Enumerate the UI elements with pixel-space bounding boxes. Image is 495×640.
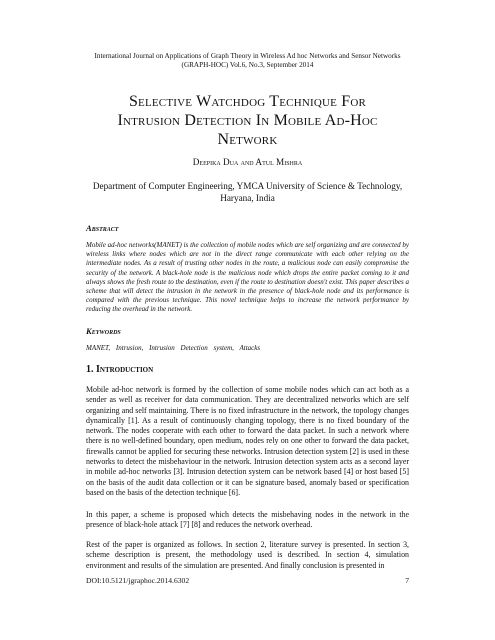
page-number: 7 <box>405 576 409 585</box>
intro-paragraph-3: Rest of the paper is organized as follows. In section 2, literature survey is presented. In section 3, scheme description is present, the methodology used is described. In section 4, simulation environment and results of the simulation are presented. And finally conclusion is presented in <box>86 540 409 570</box>
intro-paragraph-1: Mobile ad-hoc network is formed by the collection of some mobile nodes which can act both as a sender as well as receiver for data communication. They are decentralized networks which are self organizing and self maintaining. There is no fixed infrastructure in the network, the topology changes dynamically [1]. As a result of continuously changing topology, there is no fixed boundary of the network. The nodes cooperate with each other to forward the data packet. In such a network where there is no well-defined boundary, open medium, nodes rely on one other to forward the data packet, firewalls cannot be applied for securing these networks. Intrusion detection system [2] is used in these networks to detect the misbehaviour in the network. Intrusion detection system acts as a second layer in mobile ad-hoc networks [3]. Intrusion detection system can be network based [4] or host based [5] on the basis of the audit data collection or it can be signature based, anomaly based or specification based on the basis of the detection technique [6]. <box>86 385 409 497</box>
title-line-3: Network <box>217 131 278 148</box>
journal-line-2: (GRAPH-HOC) Vol.6, No.3, September 2014 <box>181 61 314 69</box>
keywords-text: MANET, Intrusion, Intrusion Detection system, Attacks <box>86 344 261 352</box>
intro-paragraph-2: In this paper, a scheme is proposed which detects the misbehaving nodes in the network in the presence of black-hole attack [7] [8] and reduces the network overhead. <box>86 510 409 530</box>
affiliation-line-1: Department of Computer Engineering, YMCA University of Science & Technology, <box>92 181 403 191</box>
paper-title <box>60 92 435 149</box>
page-footer <box>86 576 409 585</box>
abstract-text: Mobile ad-hoc networks(MANET) is the collection of mobile nodes which are self organizing and are connected by wireless links where nodes which are not in the direct range communicate with each other relying on the intermediate nodes. As a result of trusting other nodes in the route, a malicious node can easily compromise the security of the network. A black-hole node is the malicious node which drops the entire packet coming to it and always shows the fresh route to the destination, even if the route to destination doesn't exist. This paper describes a scheme that will detect the intrusion in the network in the presence of black-hole node and its performance is compared with the previous technique. This novel technique helps to increase the network performance by reducing the overhead in the network. <box>86 241 409 314</box>
affiliation <box>60 180 435 204</box>
affiliation-line-2: Haryana, India <box>220 193 275 203</box>
journal-header <box>60 52 435 70</box>
title-line-2: Intrusion Detection In Mobile Ad-Hoc <box>117 112 378 129</box>
journal-line-1: International Journal on Applications of Graph Theory in Wireless Ad hoc Networks and Sensor Networks <box>94 52 401 60</box>
title-line-1: Selective Watchdog Technique For <box>128 93 367 110</box>
keywords-heading: Keywords <box>86 326 121 336</box>
authors: Deepika Dua and Atul Mishra <box>192 157 303 167</box>
abstract-heading: Abstract <box>86 223 119 233</box>
introduction-heading: 1. Introduction <box>86 364 154 375</box>
doi: DOI:10.5121/jgraphoc.2014.6302 <box>86 576 190 585</box>
